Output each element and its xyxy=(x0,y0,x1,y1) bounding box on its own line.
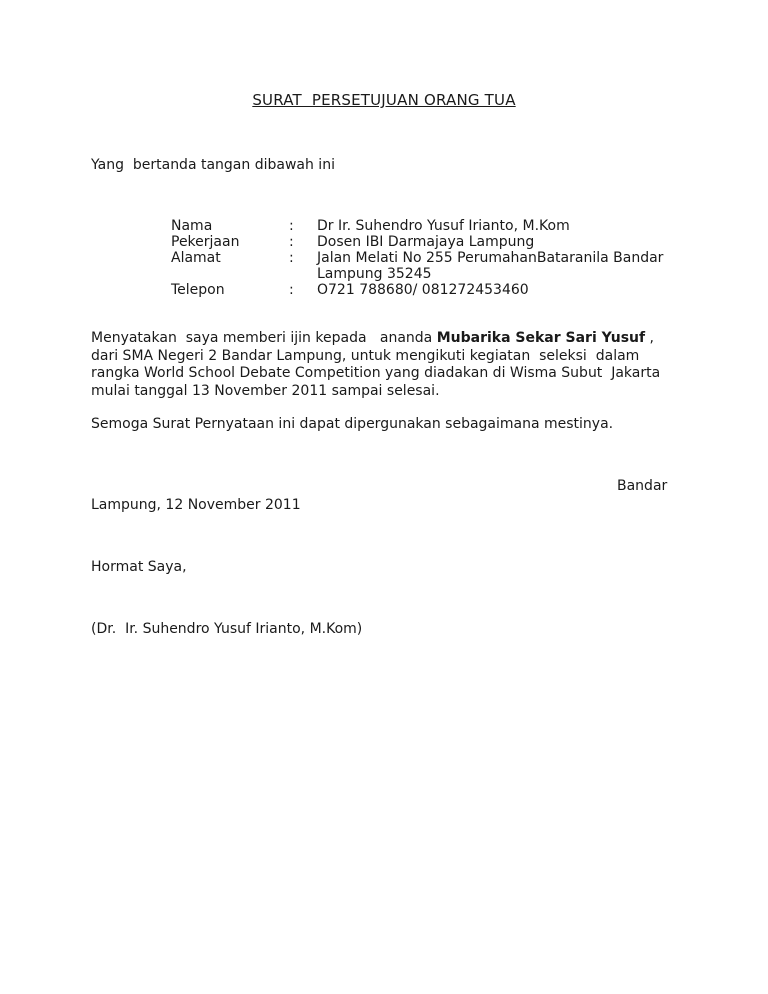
identity-value: Jalan Melati No 255 PerumahanBataranila Bandar Lampung 35245 xyxy=(317,250,664,282)
identity-colon: : xyxy=(289,282,294,298)
statement-line: rangka World School Debate Competition yang diadakan di Wisma Subut Jakarta xyxy=(91,365,661,381)
identity-row-alamat xyxy=(171,250,691,282)
statement-line: dari SMA Negeri 2 Bandar Lampung, untuk mengikuti kegiatan seleksi dalam xyxy=(91,347,640,364)
signature-name: (Dr. Ir. Suhendro Yusuf Irianto, M.Kom) xyxy=(91,621,363,637)
statement-suffix: , xyxy=(645,330,655,346)
greeting: Hormat Saya, xyxy=(91,559,187,575)
place-city: Bandar xyxy=(617,478,668,494)
statement-paragraph xyxy=(91,330,671,400)
identity-colon: : xyxy=(289,234,294,250)
closing-note: Semoga Surat Pernyataan ini dapat dipergunakan sebagaimana mestinya. xyxy=(91,416,614,432)
identity-label: Pekerjaan xyxy=(171,234,240,250)
identity-colon: : xyxy=(289,218,294,234)
identity-value: Dosen IBI Darmajaya Lampung xyxy=(317,234,535,250)
statement-prefix: Menyatakan saya memberi ijin kepada ananda xyxy=(91,330,437,346)
identity-label: Nama xyxy=(171,218,213,234)
identity-row-telepon xyxy=(171,282,691,298)
identity-value: O721 788680/ 081272453460 xyxy=(317,282,529,298)
letter-title: SURAT PERSETUJUAN ORANG TUA xyxy=(252,91,516,109)
statement-line xyxy=(91,330,671,348)
identity-value: Dr Ir. Suhendro Yusuf Irianto, M.Kom xyxy=(317,218,570,234)
student-name: Mubarika Sekar Sari Yusuf xyxy=(436,330,646,346)
identity-row-pekerjaan xyxy=(171,234,691,250)
intro-text: Yang bertanda tangan dibawah ini xyxy=(91,157,335,173)
identity-block xyxy=(171,218,691,298)
place-date: Lampung, 12 November 2011 xyxy=(91,497,301,513)
identity-label: Telepon xyxy=(171,282,225,298)
identity-colon: : xyxy=(289,250,294,266)
identity-row-nama xyxy=(171,218,691,234)
statement-line: mulai tanggal 13 November 2011 sampai selesai. xyxy=(91,382,440,399)
identity-label: Alamat xyxy=(171,250,221,266)
